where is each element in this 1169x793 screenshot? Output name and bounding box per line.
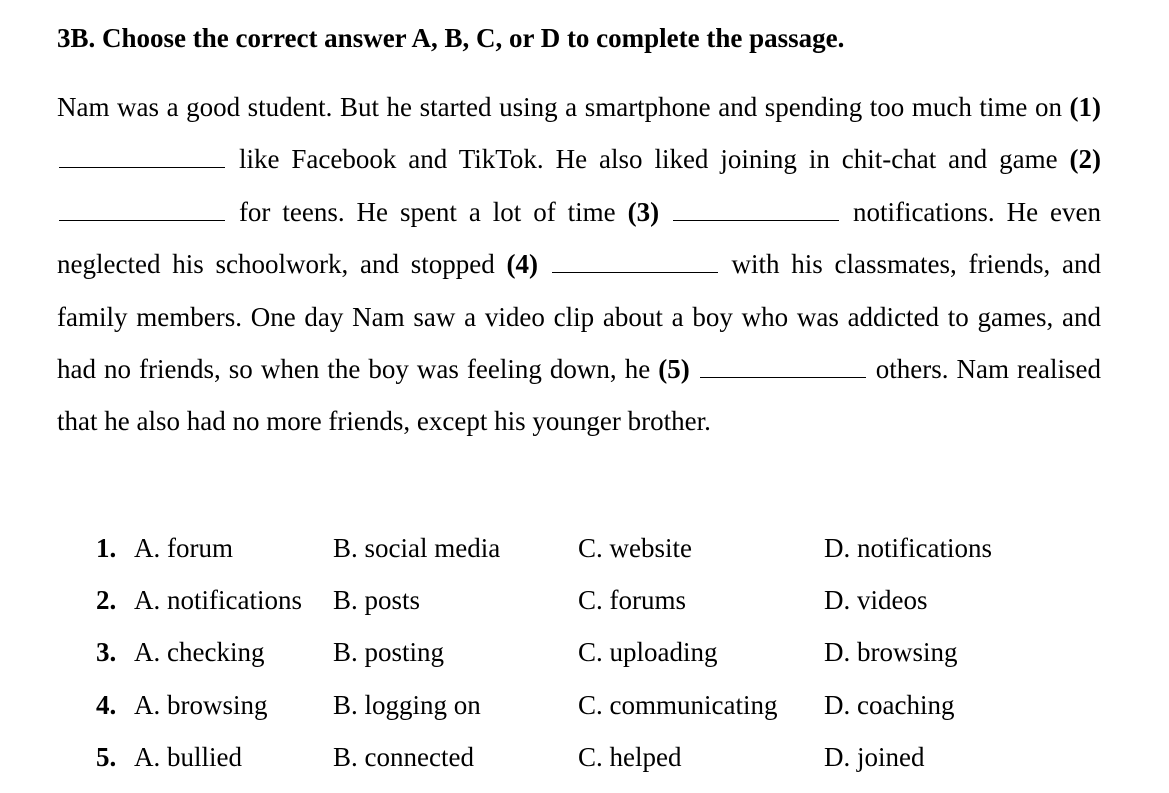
blank-2 xyxy=(59,200,225,221)
option-b: B. posts xyxy=(333,584,421,615)
blank-5 xyxy=(700,357,866,378)
passage-text: Nam was a good student. But he started using a smartphone and spending too much time on xyxy=(57,92,1062,122)
option-d: D. browsing xyxy=(824,637,958,668)
option-a: A. forum xyxy=(134,532,233,563)
blank-4 xyxy=(552,252,718,273)
option-c: C. forums xyxy=(578,584,686,615)
blank-3 xyxy=(673,200,839,221)
option-b: B. posting xyxy=(333,637,445,668)
option-b: B. connected xyxy=(333,741,474,772)
blank-number-5: (5) xyxy=(658,354,690,385)
option-c: C. uploading xyxy=(578,637,718,668)
option-d: D. notifications xyxy=(824,532,992,563)
option-a: A. bullied xyxy=(134,741,242,772)
blank-number-1: (1) xyxy=(1069,92,1101,122)
question-row-3 xyxy=(96,627,1054,679)
passage-text: others. Nam realised that he also had no more friends, except his younger brother. xyxy=(57,354,1101,437)
question-row-2 xyxy=(96,574,1054,626)
blank-number-2: (2) xyxy=(1069,144,1102,175)
option-c: C. helped xyxy=(578,741,682,772)
passage-text: like Facebook and TikTok. He also liked joining in chit-chat and game xyxy=(238,144,1058,175)
question-row-5 xyxy=(96,731,1054,783)
question-number: 4. xyxy=(96,689,117,720)
option-b: B. logging on xyxy=(333,689,481,720)
option-b: B. social media xyxy=(333,532,501,563)
option-d: D. videos xyxy=(824,584,928,615)
question-number: 5. xyxy=(96,741,117,772)
question-number: 2. xyxy=(96,584,117,615)
question-row-1 xyxy=(96,522,1054,574)
option-c: C. communicating xyxy=(578,689,778,720)
option-c: C. website xyxy=(578,532,692,563)
answer-options-table xyxy=(96,522,1054,783)
option-a: A. notifications xyxy=(134,584,302,615)
option-a: A. browsing xyxy=(134,689,268,720)
passage-text: for teens. He spent a lot of time xyxy=(238,196,616,227)
question-row-4 xyxy=(96,679,1054,731)
question-number: 1. xyxy=(96,532,117,563)
exercise-heading: 3B. Choose the correct answer A, B, C, or D to complete the passage. xyxy=(57,23,845,53)
passage-text: with his classmates, friends, and family members. One day Nam saw a video clip about a boy who was addicted to games, and had no friends, so when the boy was feeling down, he xyxy=(57,249,1101,385)
blank-number-4: (4) xyxy=(506,249,538,280)
blank-number-3: (3) xyxy=(627,196,660,227)
option-d: D. joined xyxy=(824,741,925,772)
option-a: A. checking xyxy=(134,637,265,668)
question-number: 3. xyxy=(96,637,117,668)
passage-text: notifications. He even neglected his schoolwork, and stopped xyxy=(57,196,1101,280)
passage xyxy=(57,81,1101,448)
blank-1 xyxy=(59,147,225,168)
option-d: D. coaching xyxy=(824,689,955,720)
